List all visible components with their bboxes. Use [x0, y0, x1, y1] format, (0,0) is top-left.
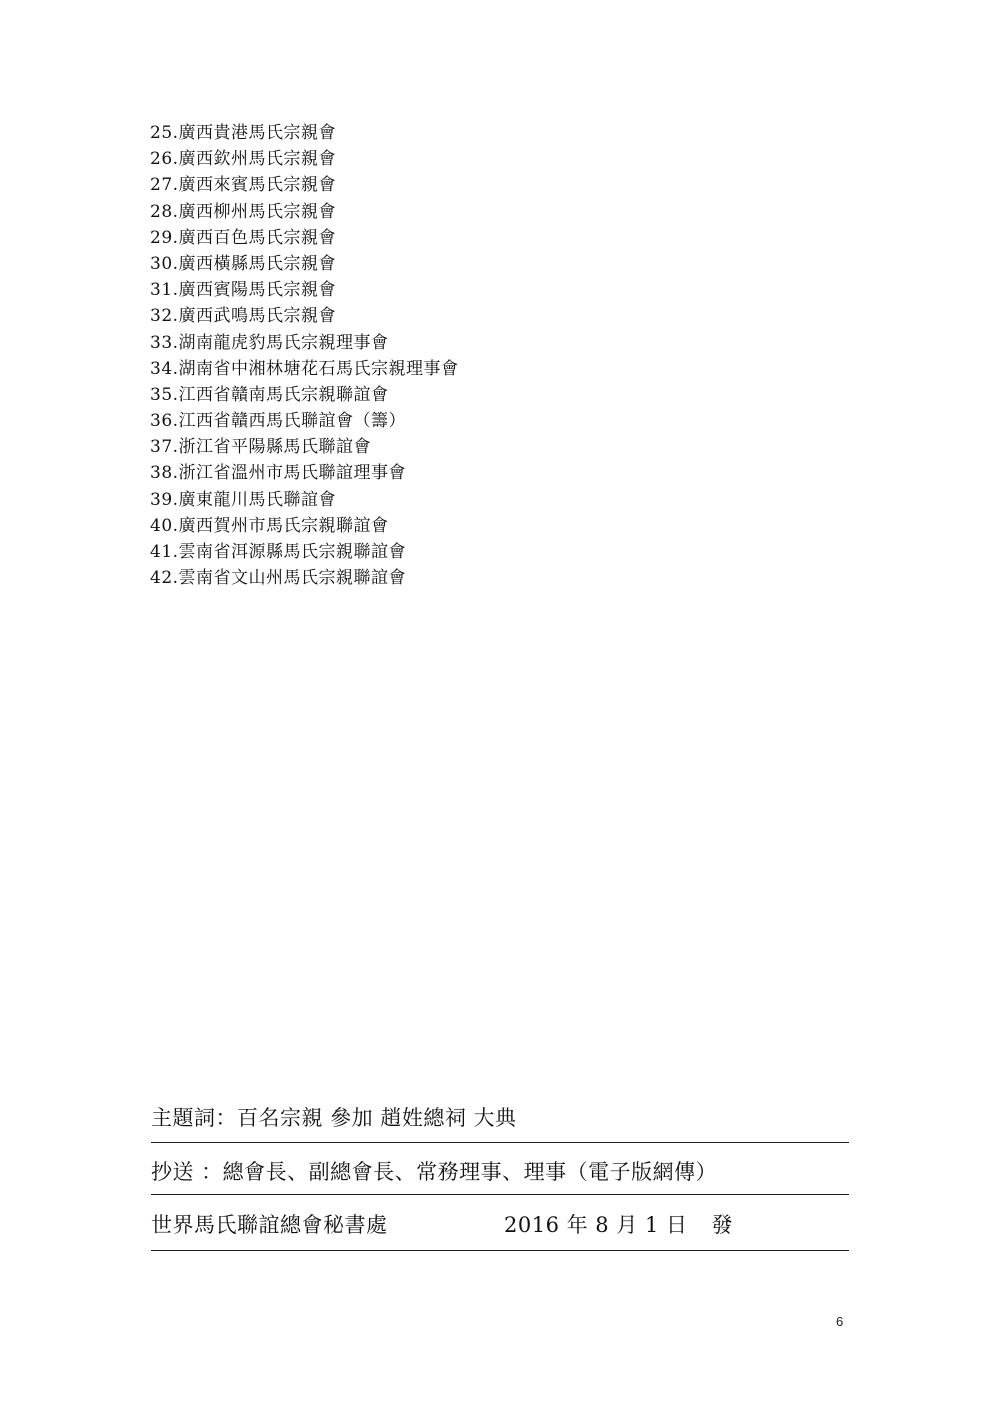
organization-list: [150, 120, 459, 591]
list-item: 37.浙江省平陽縣馬氏聯誼會: [150, 437, 372, 458]
list-item: 29.廣西百色馬氏宗親會: [150, 227, 337, 248]
divider: [151, 1194, 849, 1195]
list-item: 28.廣西柳州馬氏宗親會: [150, 201, 337, 222]
issuer-line: [151, 1209, 849, 1239]
list-item: 41.雲南省洱源縣馬氏宗親聯誼會: [150, 542, 407, 562]
list-item: 39.廣東龍川馬氏聯誼會: [150, 489, 337, 510]
list-item: 30.廣西橫縣馬氏宗親會: [150, 253, 337, 274]
cc-line: 抄送 ：總會長、副總會長、常務理事、理事（電子版網傳）: [151, 1160, 718, 1184]
list-item: 36.江西省贛西馬氏聯誼會（籌）: [150, 411, 407, 432]
divider: [151, 1250, 849, 1251]
page-number: 6: [836, 1314, 844, 1329]
list-item: 26.廣西欽州馬氏宗親會: [150, 149, 337, 170]
divider: [151, 1142, 849, 1143]
list-item: 31.廣西賓陽馬氏宗親會: [150, 280, 337, 301]
issuer-org: 世界馬氏聯誼總會秘書處: [151, 1213, 388, 1237]
list-item: 34.湖南省中湘林塘花石馬氏宗親理事會: [150, 358, 459, 379]
list-item: 38.浙江省溫州市馬氏聯誼理事會: [150, 463, 407, 484]
list-item: 35.江西省贛南馬氏宗親聯誼會: [150, 384, 389, 405]
list-item: 42.雲南省文山州馬氏宗親聯誼會: [150, 568, 407, 589]
list-item: 25.廣西貴港馬氏宗親會: [150, 123, 337, 143]
keywords-line: 主題詞：百名宗親 參加 趙姓總祠 大典: [151, 1106, 517, 1130]
issue-send: 發: [711, 1213, 734, 1237]
list-item: 33.湖南龍虎豹馬氏宗親理事會: [150, 332, 389, 353]
list-item: 27.廣西來賓馬氏宗親會: [150, 175, 337, 196]
issue-date: 2016 年 8 月 1 日: [504, 1213, 688, 1237]
list-item: 32.廣西武鳴馬氏宗親會: [150, 306, 337, 327]
list-item: 40.廣西賀州市馬氏宗親聯誼會: [150, 515, 389, 536]
